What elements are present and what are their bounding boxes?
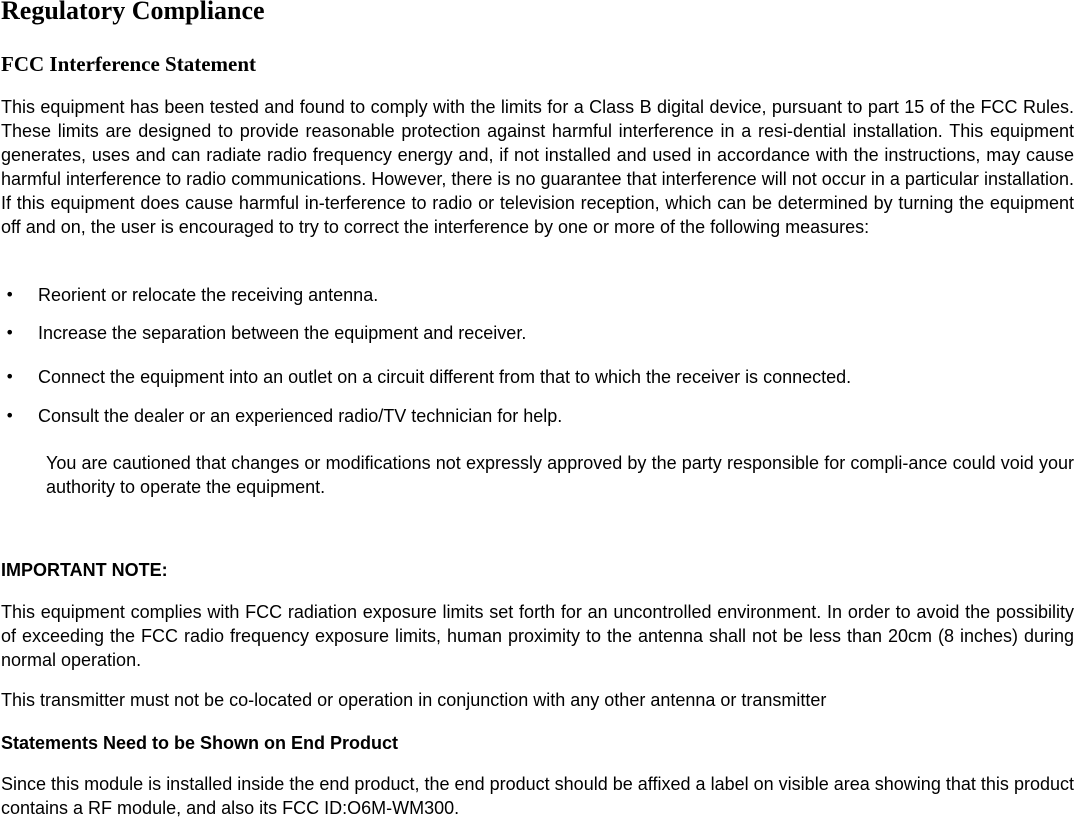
end-product-paragraph: Since this module is installed inside the end product, the end product should be affixed a label on visible area showing that this product contains a RF module, and also its FCC ID:O6M-WM300.: [1, 774, 1074, 818]
measure-text: Connect the equipment into an outlet on a circuit different from that to which the receiver is connected.: [38, 367, 852, 387]
measure-list-item: [1, 321, 1074, 345]
measure-text: Increase the separation between the equipment and receiver.: [38, 323, 527, 343]
bullet-icon: •: [5, 323, 15, 342]
important-note-label: IMPORTANT NOTE:: [1, 560, 168, 580]
bullet-icon: •: [5, 285, 15, 304]
measure-text: Consult the dealer or an experienced radio/TV technician for help.: [38, 406, 563, 426]
exposure-paragraph: This equipment complies with FCC radiation exposure limits set forth for an uncontrolled environment. In order to avoid the possibility of exceeding the FCC radio frequency exposure limits, human proximity to the antenna shall not be less than 20cm (8 inches) during normal operation.: [1, 602, 1074, 670]
measure-text: Reorient or relocate the receiving antenna.: [38, 285, 379, 305]
measure-list-item: [1, 404, 1074, 428]
bullet-icon: •: [5, 367, 15, 386]
fcc-interference-heading: FCC Interference Statement: [1, 52, 257, 76]
caution-paragraph: You are cautioned that changes or modifications not expressly approved by the party responsible for compli-ance could void your authority to operate the equipment.: [46, 453, 1074, 497]
colocation-paragraph: This transmitter must not be co-located or operation in conjunction with any other antenna or transmitter: [1, 690, 827, 710]
page-title: Regulatory Compliance: [1, 0, 265, 25]
fcc-interference-paragraph: This equipment has been tested and found to comply with the limits for a Class B digital device, pursuant to part 15 of the FCC Rules. These limits are designed to provide reasonable protection against harmful interference in a resi-dential installation. This equipment generates, uses and can radiate radio frequency energy and, if not installed and used in accordance with the instructions, may cause harmful interference to radio communications. However, there is no guarantee that interference will not occur in a particular installation. If this equipment does cause harmful in-terference to radio or television reception, which can be determined by turning the equipment off and on, the user is encouraged to try to correct the interference by one or more of the following measures:: [1, 97, 1074, 237]
measure-list-item: [1, 283, 1074, 307]
measure-list-item: [1, 365, 1074, 389]
end-product-label: Statements Need to be Shown on End Product: [1, 733, 399, 753]
bullet-icon: •: [5, 406, 15, 425]
